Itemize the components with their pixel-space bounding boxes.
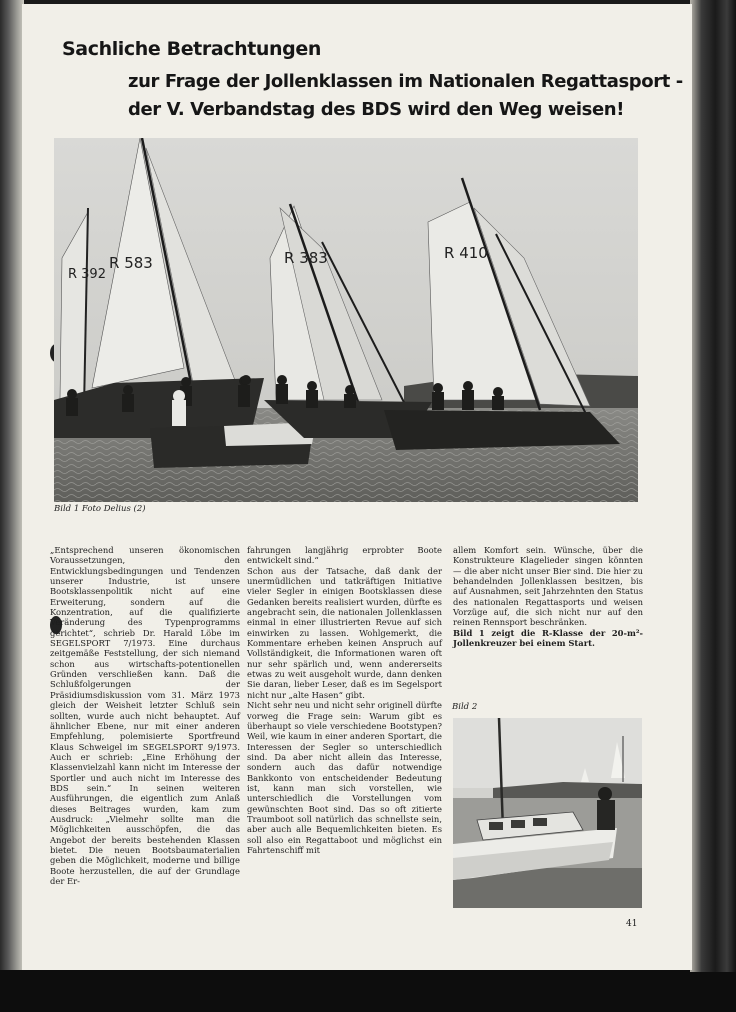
article-column-3 <box>453 545 643 648</box>
book-edge-left <box>0 0 24 970</box>
sail-number: R 410 <box>444 244 488 262</box>
sail-number: R 583 <box>109 254 153 272</box>
sail-number: R 383 <box>284 249 328 267</box>
article-paragraph: allem Komfort sein. Wünsche, über die Konstrukteure Klagelieder singen könnten — die aber nicht unser Bier sind. Die hier zu behandelnden Jollenklassen besitzen, bis auf Ausnahmen, seit Jahrzehnten den Status des nationalen Regattasports und weisen Vorzüge auf, die sich nicht nur auf den reinen Rennsport beschränken. <box>453 545 643 628</box>
headline-line-3: der V. Verbandstag des BDS wird den Weg weisen! <box>128 99 625 120</box>
article-paragraph: fahrungen langjährig erprobter Boote entwickelt sind.“ <box>247 545 442 566</box>
figure-1-caption: Bild 1 Foto Delius (2) <box>54 504 146 514</box>
page-number: 41 <box>626 919 638 929</box>
article-paragraph: Nicht sehr neu und nicht sehr originell dürfte vorweg die Frage sein: Warum gibt es überhaupt so viele verschiedene Bootstypen? Weil, wie kaum in einer anderen Sportart, die Interessen der Segler so unterschiedlich sind. Da aber nicht allein das Interesse, sondern auch das dafür notwendige Bankkonto von entscheidender Bedeutung ist, kann man sich vorstellen, wie unterschiedlich die Vorstellungen vom gewünschten Boot sind. Das so oft zitierte Traumboot soll natürlich das schnellste sein, aber auch alle Bequemlichkeiten bieten. Es soll also ein Regattaboot und möglichst ein Fahrtenschiff mit <box>247 700 442 855</box>
book-spine-right <box>690 0 736 972</box>
article-paragraph: Schon aus der Tatsache, daß dank der unermüdlichen und tatkräftigen Initiative vieler Segler in einigen Bootsklassen diese Gedanken bereits realisiert wurden, dürfte es angebracht sein, die nationalen Jollenklassen einmal in einer illustrierten Revue auf sich einwirken zu lassen. Wohlgemerkt, die Kommentare erheben keinen Anspruch auf Vollständigkeit, die Informationen waren oft nur sehr spärlich und, wenn andererseits etwas zu weit ausgeholt wurde, dann denken Sie daran, lieber Leser, daß es im Segelsport nicht nur „alte Hasen“ gibt. <box>247 565 442 700</box>
headline-line-2: zur Frage der Jollenklassen im Nationalen Regattasport - <box>128 71 683 92</box>
sail-number: R 392 <box>68 267 106 282</box>
article-column-2 <box>247 545 442 855</box>
figure-2-caption: Bild 2 <box>452 702 478 712</box>
article-paragraph: „Entsprechend unseren ökonomischen Voraussetzungen, den Entwicklungsbedingungen und Tendenzen unserer Industrie, ist unsere Bootsklassenpolitik nicht auf eine Erweiterung, sondern auf die Konzentration, auf die qualifizierte Veränderung des Typenprogramms gerichtet“, schrieb Dr. Harald Löbe im SEGELSPORT 7/1973. Eine durchaus zeitgemäße Feststellung, der sich niemand schon aus wirtschafts-potentionellen Gründen verschließen kann. Daß die Schlußfolgerungen der Präsidiumsdiskussion vom 31. März 1973 gleich der Weisheit letzter Schluß sein sollten, wurde auch nicht behauptet. Auf ähnlicher Ebene, nur mit einer anderen Empfehlung, polemisierte Sportfreund Klaus Schweigel im SEGELSPORT 9/1973. Auch er schrieb: „Eine Erhöhung der Klassenvielzahl kann nicht im Interesse der Sportler und auch nicht im Interesse des BDS sein.“ In seinen weiteren Ausführungen, die eigentlich zum Anlaß dieses Beitrages wurden, kam zum Ausdruck: „Vielmehr sollte man die Möglichkeiten ausschöpfen, die das Angebot der bereits bestehenden Klassen bietet. Die neuen Bootsbaumaterialien geben die Möglichkeit, moderne und billige Boote herzustellen, die auf der Grundlage der Er- <box>50 545 240 886</box>
figure-reference-paragraph: Bild 1 zeigt die R-Klasse der 20-m²-Jollenkreuzer bei einem Start. <box>453 627 643 649</box>
headline-line-1: Sachliche Betrachtungen <box>62 38 321 60</box>
scanner-background <box>0 968 736 1012</box>
photo-sailing-race <box>54 138 638 502</box>
photo-motor-yacht <box>453 718 642 908</box>
article-column-1 <box>50 545 240 886</box>
